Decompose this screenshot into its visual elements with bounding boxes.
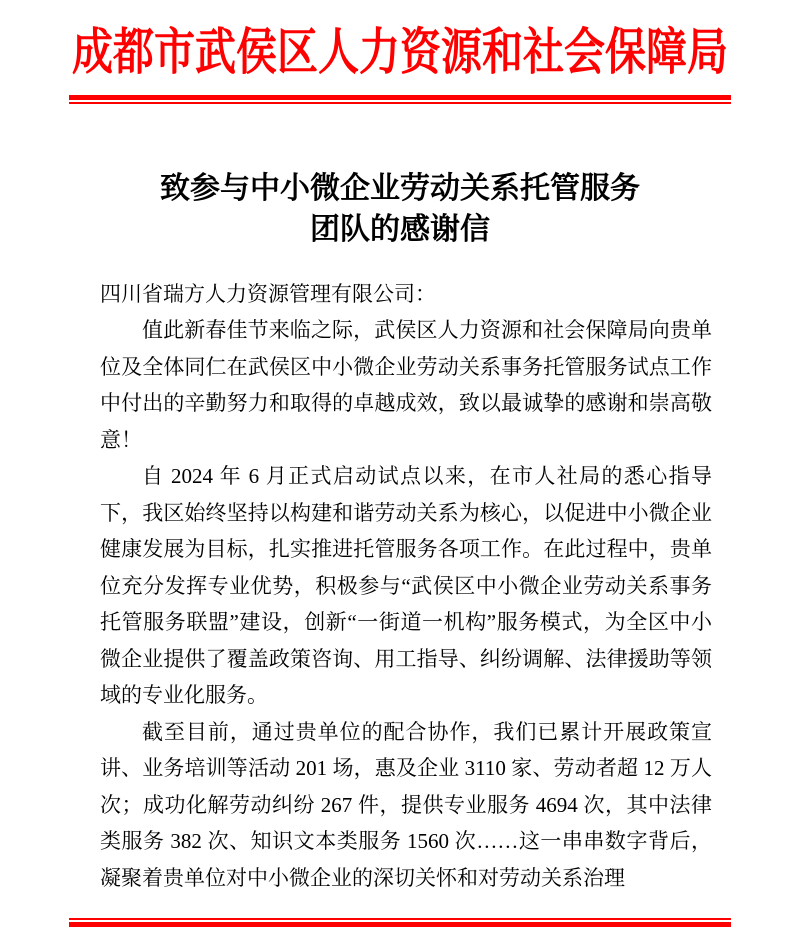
- letterhead: [0, 0, 800, 104]
- letter-body: [100, 276, 712, 897]
- divider-thin-line: [69, 102, 731, 104]
- document-title-line-1: 致参与中小微企业劳动关系托管服务: [160, 171, 640, 205]
- salutation: 四川省瑞方人力资源管理有限公司：: [100, 281, 436, 306]
- letterhead-divider: [69, 95, 731, 104]
- document-title: [0, 168, 800, 250]
- letterhead-org-name: 成都市武侯区人力资源和社会保障局: [72, 24, 728, 80]
- body-paragraph-3: 截至目前，通过贵单位的配合协作，我们已累计开展政策宣讲、业务培训等活动 201 场，惠及企业 3110 家、劳动者超 12 万人次；成功化解劳动纠纷 267 件，提供专业服务 4694 次，其中法律类服务 382 次、知识文本类服务 1560 次……这一串串数字背后，凝聚着贵单位对中小微企业的深切关怀和对劳动关系治理: [100, 719, 712, 890]
- divider-thick-line: [69, 922, 731, 927]
- footer-divider: [69, 918, 731, 927]
- body-paragraph-2: 自 2024 年 6 月正式启动试点以来，在市人社局的悉心指导下，我区始终坚持以构建和谐劳动关系为核心，以促进中小微企业健康发展为目标，扎实推进托管服务各项工作。在此过程中，贵单位充分发挥专业优势，积极参与“武侯区中小微企业劳动关系事务托管服务联盟”建设，创新“一街道一机构”服务模式，为全区中小微企业提供了覆盖政策咨询、用工指导、纠纷调解、法律援助等领域的专业化服务。: [100, 464, 712, 707]
- body-paragraph-1: 值此新春佳节来临之际，武侯区人力资源和社会保障局向贵单位及全体同仁在武侯区中小微企业劳动关系事务托管服务试点工作中付出的辛勤努力和取得的卓越成效，致以最诚挚的感谢和崇高敬意！: [100, 318, 712, 452]
- document-title-line-2: 团队的感谢信: [310, 212, 490, 246]
